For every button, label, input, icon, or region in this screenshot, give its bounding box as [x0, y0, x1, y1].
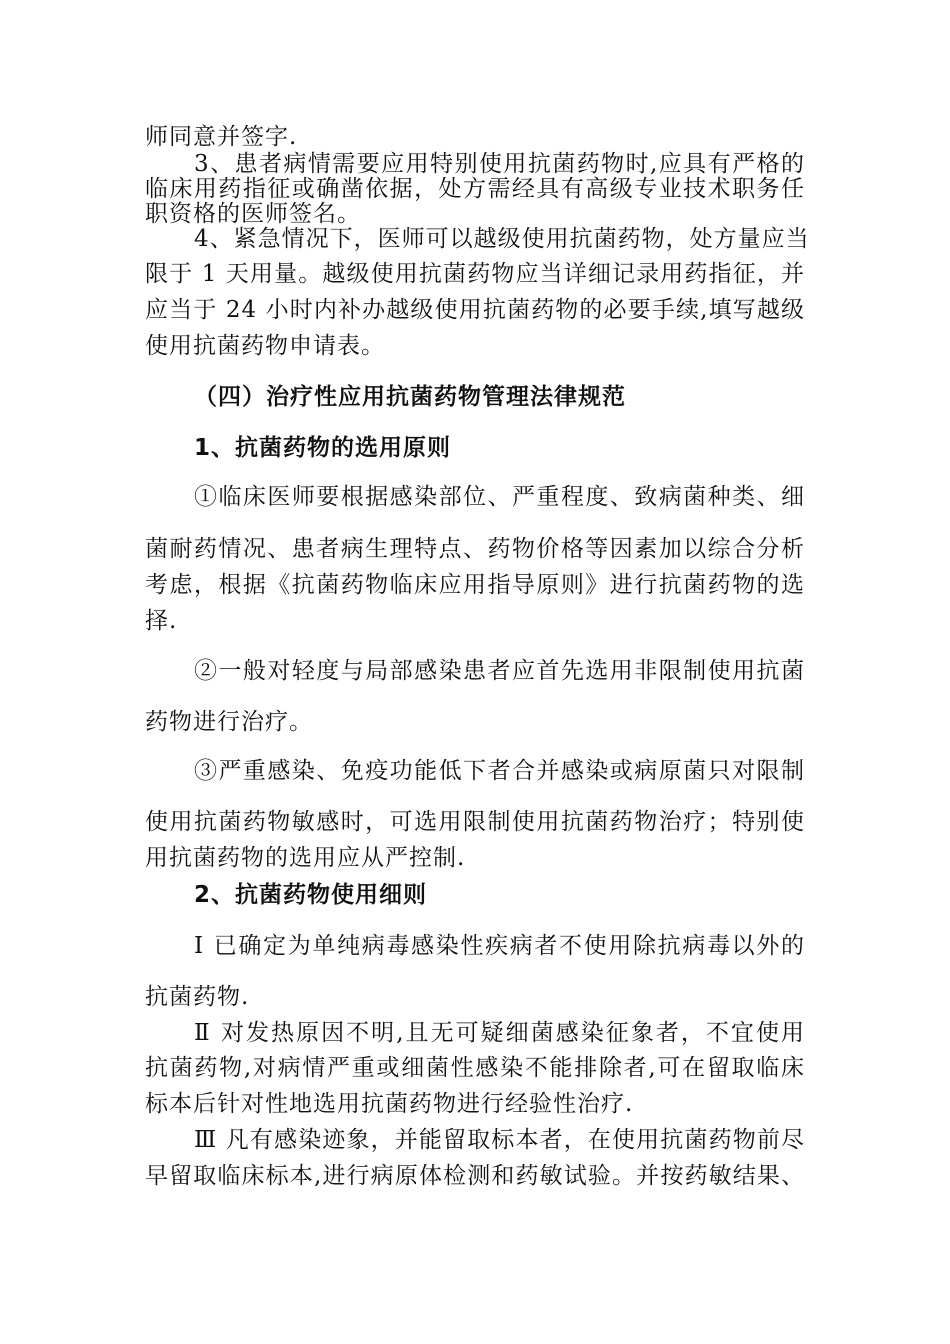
paragraph-line: Ⅰ 已确定为单纯病毒感染性疾病者不使用除抗病毒以外的: [194, 933, 805, 959]
paragraph-line: 3、患者病情需要应用特别使用抗菌药物时,应具有严格的: [194, 151, 805, 177]
paragraph-line: 药物进行治疗。: [145, 709, 313, 735]
paragraph-line: ②一般对轻度与局部感染患者应首先选用非限制使用抗菌: [194, 658, 805, 684]
paragraph-line: Ⅱ 对发热原因不明,且无可疑细菌感染征象者，不宜使用: [194, 1020, 805, 1046]
paragraph-line: 使用抗菌药物申请表。: [145, 333, 385, 359]
paragraph-line: 择.: [145, 608, 178, 634]
paragraph-line: ③严重感染、免疫功能低下者合并感染或病原菌只对限制: [194, 758, 805, 784]
paragraph-line: 用抗菌药物的选用应从严控制.: [145, 845, 466, 871]
subsection-heading: 1、抗菌药物的选用原则: [194, 435, 452, 461]
section-heading: （四）治疗性应用抗菌药物管理法律规范: [194, 384, 626, 410]
paragraph-line: Ⅲ 凡有感染迹象，并能留取标本者，在使用抗菌药物前尽: [194, 1127, 805, 1153]
paragraph-line: 临床用药指征或确凿依据，处方需经具有高级专业技术职务任: [145, 176, 805, 202]
paragraph-line: 师同意并签字.: [145, 124, 298, 150]
subsection-heading: 2、抗菌药物使用细则: [194, 882, 428, 908]
paragraph-line: 抗菌药物,对病情严重或细菌性感染不能排除者,可在留取临床: [145, 1055, 805, 1081]
paragraph-line: 抗菌药物.: [145, 984, 250, 1010]
paragraph-line: 应当于 24 小时内补办越级使用抗菌药物的必要手续,填写越级: [145, 297, 805, 323]
paragraph-line: 限于 1 天用量。越级使用抗菌药物应当详细记录用药指征，并: [145, 261, 805, 287]
paragraph-line: 考虑，根据《抗菌药物临床应用指导原则》进行抗菌药物的选: [145, 572, 805, 598]
paragraph-line: 早留取临床标本,进行病原体检测和药敏试验。并按药敏结果、: [145, 1163, 805, 1189]
paragraph-line: 标本后针对性地选用抗菌药物进行经验性治疗.: [145, 1091, 634, 1117]
paragraph-line: 菌耐药情况、患者病生理特点、药物价格等因素加以综合分析: [145, 536, 805, 562]
paragraph-line: 职资格的医师签名。: [145, 201, 361, 227]
paragraph-line: 4、紧急情况下，医师可以越级使用抗菌药物，处方量应当: [194, 226, 810, 252]
paragraph-line: ①临床医师要根据感染部位、严重程度、致病菌种类、细: [194, 484, 805, 510]
paragraph-line: 使用抗菌药物敏感时，可选用限制使用抗菌药物治疗；特别使: [145, 809, 805, 835]
